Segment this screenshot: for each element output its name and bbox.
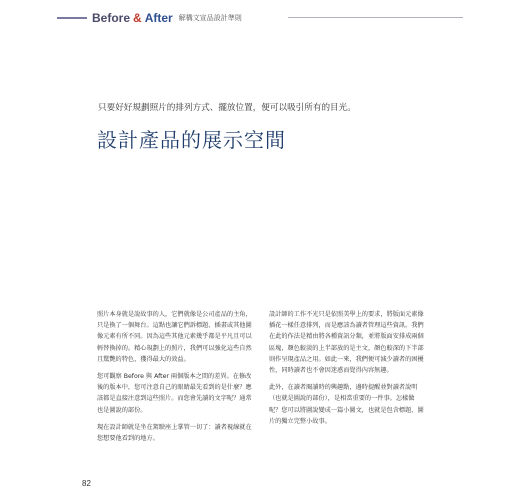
right-column — [269, 309, 425, 433]
header-rule-left — [57, 17, 87, 19]
running-header — [92, 9, 242, 27]
left-paragraph-2: 您可觀察 Before 與 After 兩個版本之間的差異。在修改後的版本中，您可注意自己的眼睛最先看到的是什麼？應該都是直接注意到這些照片。而您會先讀的文字呢？通常也是圖說的部份。 — [97, 373, 252, 414]
right-paragraph-1: 設計師的工作不光只是依照美學上的要求，將版面元素像插花一樣任意排列，而是應該為讀者管理這些資訊。我們在此的作法是精由將各種資訊分類，並將版面安排成兩個區塊，顏色較淡的上半部放的是主文，顏色較深的下半部則作呈現產品之用。如此一來，我們便可減少讀者的困擾性，同時讀者也不會因迷惑而覺得內容無趣。 — [269, 311, 424, 375]
brand-before: Before — [92, 11, 131, 25]
header-subtitle: 解構文宣品設計準則 — [178, 14, 242, 22]
left-paragraph-3: 現在設計師就是坐在駕駛座上掌管一切了：讀者視線就在您想要他看到的地方。 — [97, 423, 252, 443]
intro-text: 只要好好規劃照片的排列方式、擺放位置，便可以吸引所有的目光。 — [98, 103, 356, 113]
page-title: 設計產品的展示空間 — [97, 128, 286, 152]
header-rule-right — [288, 17, 463, 18]
brand-ampersand: & — [133, 11, 142, 25]
page-number: 82 — [82, 479, 91, 488]
left-paragraph-1: 照片本身就是說故事的人，它們就像是公司產品的主角，只是換了一個舞台。這點也讓它們訴標題、插畫或其他圖像元素有所不同。因為這些其他元素幾乎都是平凡且可以輕替換掉的。精心規劃上的照片，我們可以強化這些自然且驚艷的特色，獲得最大的效益。 — [97, 311, 252, 363]
brand-after: After — [144, 11, 173, 25]
right-paragraph-2: 此外，在讀者閱讀時的興趣點，邊時提醒並對讀者說明（也就是圖說的部份），是相當重要的一件事。怎樣做呢？您可以將圖說變成一篇小圖文，也就是包含標題、圖片的獨立完整小故事。 — [269, 384, 424, 425]
left-column — [97, 309, 253, 450]
